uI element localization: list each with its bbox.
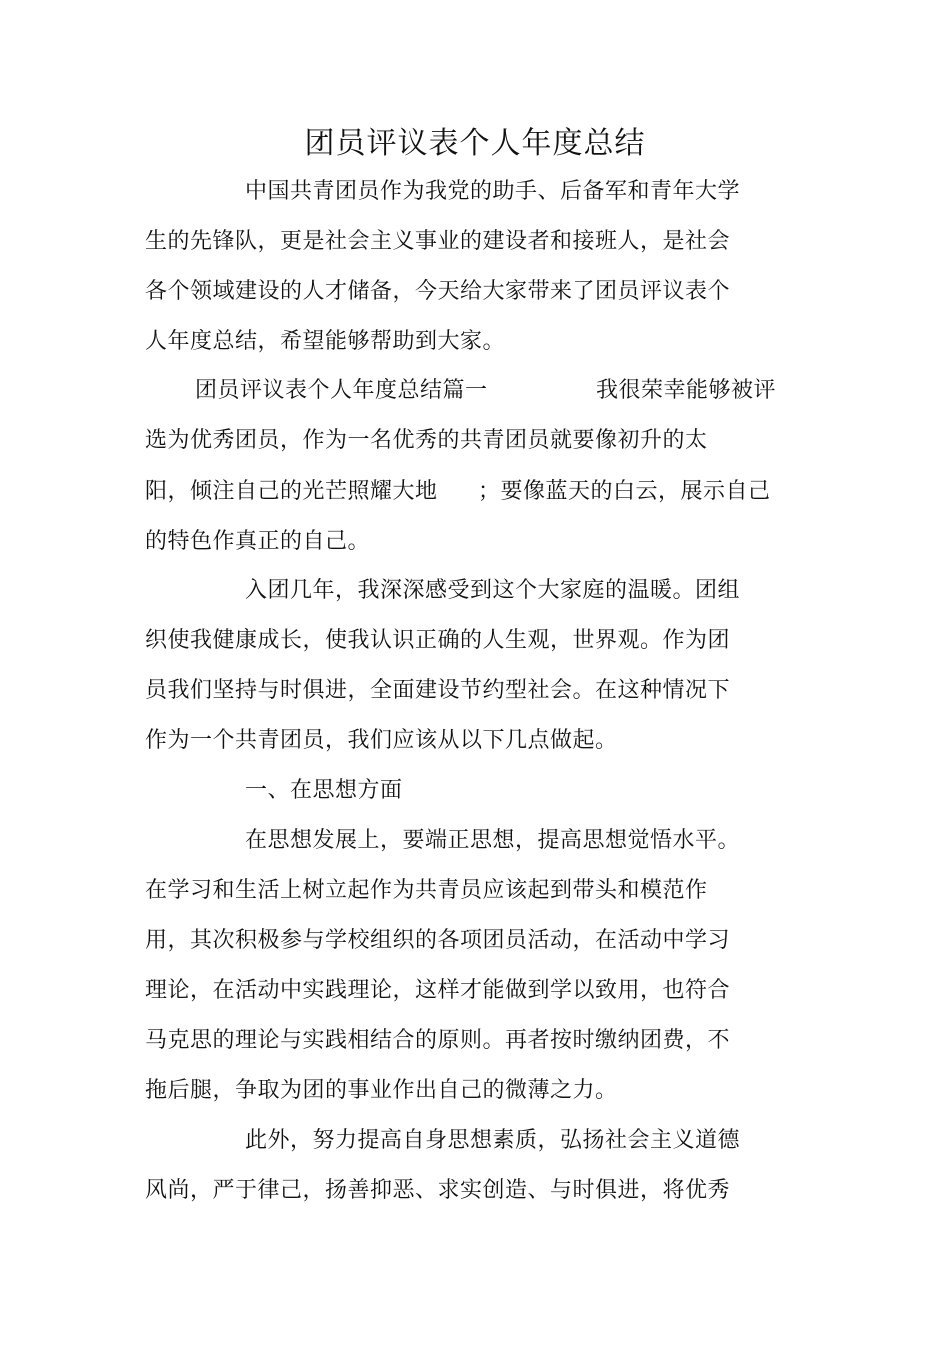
paragraph-line: 此外，努力提高自身思想素质，弘扬社会主义道德 <box>245 1128 741 1153</box>
paragraph-line: 在思想发展上，要端正思想，提高思想觉悟水平。 <box>245 828 741 853</box>
paragraph-line: 人年度总结，希望能够帮助到大家。 <box>145 329 506 354</box>
paragraph-line: 在学习和生活上树立起作为共青员应该起到带头和模范作 <box>145 878 708 903</box>
paragraph-line: 生的先锋队，更是社会主义事业的建设者和接班人，是社会 <box>145 229 731 254</box>
paragraph-line: 风尚，严于律己，扬善抑恶、求实创造、与时俱进，将优秀 <box>145 1178 731 1203</box>
section-heading: 团员评议表个人年度总结篇一 <box>195 378 488 403</box>
paragraph-line: 选为优秀团员，作为一名优秀的共青团员就要像初升的太 <box>145 428 708 453</box>
paragraph-line: 阳，倾注自己的光芒照耀大地 <box>145 479 438 504</box>
section-heading: 一、在思想方面 <box>245 778 403 803</box>
paragraph-line: 各个领域建设的人才储备，今天给大家带来了团员评议表个 <box>145 279 731 304</box>
document-title: 团员评议表个人年度总结 <box>304 126 646 161</box>
paragraph-line: 作为一个共青团员，我们应该从以下几点做起。 <box>145 728 618 753</box>
paragraph-line: 我很荣幸能够被评 <box>596 378 777 403</box>
paragraph-line: 员我们坚持与时俱进，全面建设节约型社会。在这种情况下 <box>145 678 731 703</box>
paragraph-line: 拖后腿，争取为团的事业作出自己的微薄之力。 <box>145 1078 618 1103</box>
paragraph-line: 马克思的理论与实践相结合的原则。再者按时缴纳团费，不 <box>145 1028 731 1053</box>
paragraph-line: 用，其次积极参与学校组织的各项团员活动，在活动中学习 <box>145 928 731 953</box>
paragraph-line: 理论，在活动中实践理论，这样才能做到学以致用，也符合 <box>145 978 731 1003</box>
paragraph-line: 的特色作真正的自己。 <box>145 529 371 554</box>
paragraph-line: ；要像蓝天的白云，展示自己 <box>478 479 771 504</box>
paragraph-line: 织使我健康成长，使我认识正确的人生观，世界观。作为团 <box>145 628 731 653</box>
paragraph-line: 中国共青团员作为我党的助手、后备军和青年大学 <box>245 179 741 204</box>
paragraph-line: 入团几年，我深深感受到这个大家庭的温暖。团组 <box>245 578 741 603</box>
